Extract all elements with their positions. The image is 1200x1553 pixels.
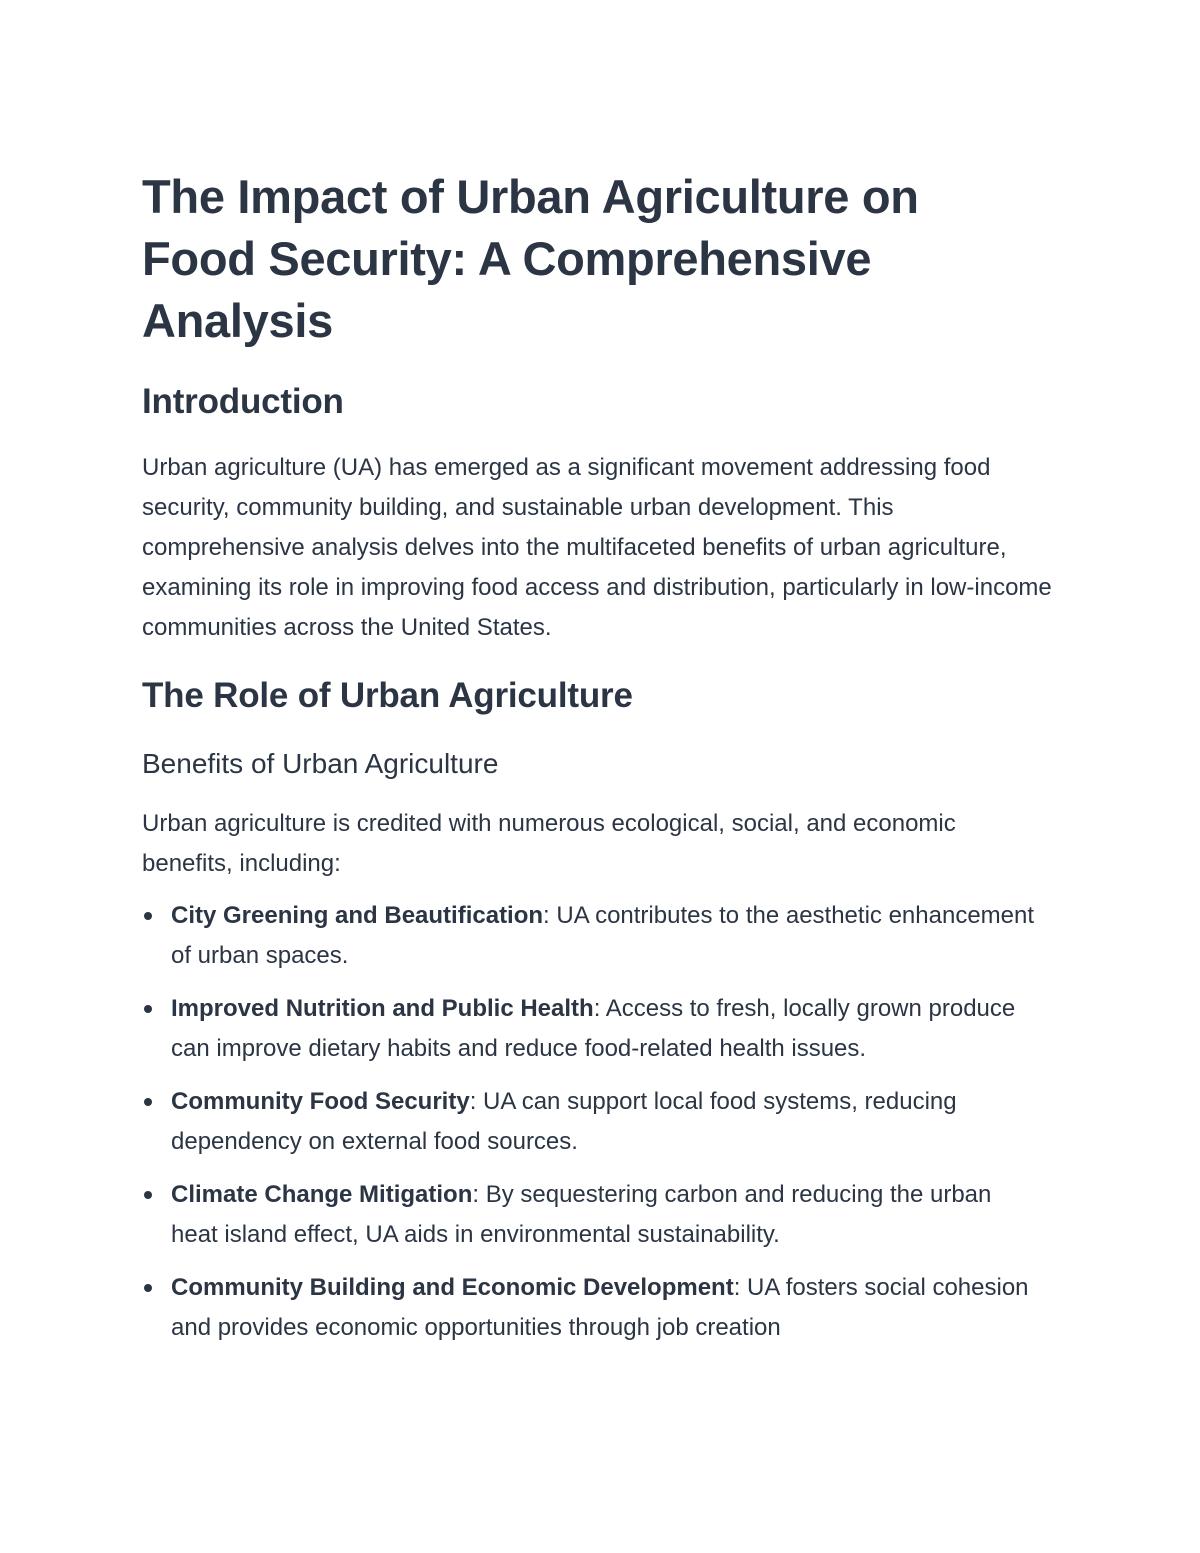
benefit-description: : Access to fresh, locally grown produce can improve dietary habits and reduce food-related health issues. bbox=[171, 995, 1016, 1062]
benefit-item-community-building bbox=[142, 1268, 1042, 1348]
benefit-description: : UA fosters social cohesion and provides economic opportunities through job creation bbox=[171, 1274, 1029, 1341]
introduction-paragraph: Urban agriculture (UA) has emerged as a significant movement addressing food security, community building, and sustainable urban development. This comprehensive analysis delves into the multifaceted benefits of urban agriculture, examining its role in improving food access and distribution, particularly in low-income communities across the United States. bbox=[142, 454, 1052, 641]
bullet-icon bbox=[144, 1284, 152, 1292]
benefit-term: Community Building and Economic Development bbox=[171, 1274, 734, 1301]
bullet-icon bbox=[144, 1098, 152, 1106]
bullet-icon bbox=[144, 1191, 152, 1199]
benefit-term: Community Food Security bbox=[171, 1088, 470, 1115]
benefit-term: Climate Change Mitigation bbox=[171, 1181, 473, 1208]
bullet-icon bbox=[144, 1005, 152, 1013]
benefit-description: : UA contributes to the aesthetic enhancement of urban spaces. bbox=[171, 902, 1035, 969]
benefit-item-city-greening bbox=[142, 896, 1042, 976]
benefits-list bbox=[142, 896, 1042, 1361]
bullet-icon bbox=[144, 912, 152, 920]
document-title: The Impact of Urban Agriculture on Food Security: A Comprehensive Analysis bbox=[142, 170, 919, 347]
benefits-subheading: Benefits of Urban Agriculture bbox=[142, 748, 499, 779]
benefit-description: : UA can support local food systems, reducing dependency on external food sources. bbox=[171, 1088, 957, 1155]
benefit-term: Improved Nutrition and Public Health bbox=[171, 995, 594, 1022]
benefit-item-food-security bbox=[142, 1082, 1042, 1162]
benefit-item-nutrition bbox=[142, 989, 1042, 1069]
benefit-term: City Greening and Beautification bbox=[171, 902, 544, 929]
introduction-heading: Introduction bbox=[142, 382, 344, 421]
role-heading: The Role of Urban Agriculture bbox=[142, 676, 633, 715]
benefit-description: : By sequestering carbon and reducing the urban heat island effect, UA aids in environmental sustainability. bbox=[171, 1181, 992, 1248]
benefit-item-climate bbox=[142, 1175, 1042, 1255]
benefits-lead-paragraph: Urban agriculture is credited with numerous ecological, social, and economic benefits, including: bbox=[142, 810, 956, 877]
